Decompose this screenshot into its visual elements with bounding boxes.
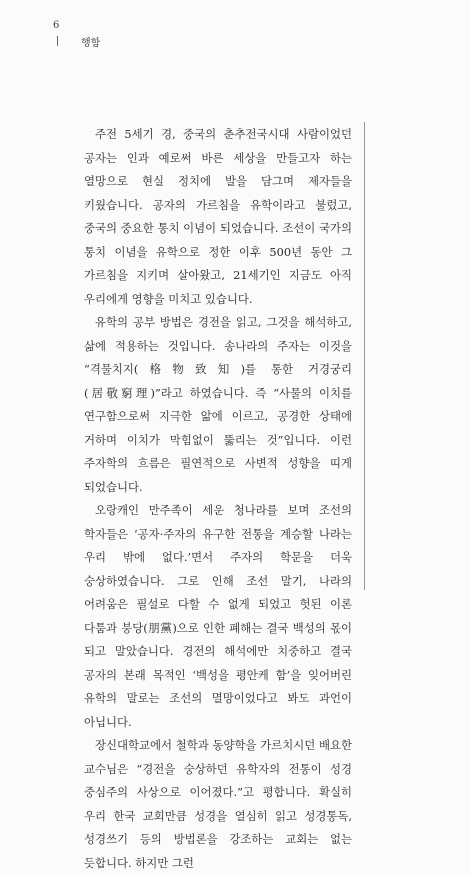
body-text <box>84 123 352 875</box>
paragraph: 장신대학교에서 철학과 동양학을 가르치시던 배요한 교수님은 “경전을 숭상하던 유학자의 전통이 성경 중심주의 사상으로 이어졌다.”고 평합니다. 확실히 우리 한국 교회만큼 성경을 열심히 읽고 성경통독, 성경쓰기 등의 방법론을 강조하는 교회는 없는 듯합니다. 하지만 그런 <box>84 738 352 870</box>
paragraph: 주전 5세기 경, 중국의 춘추전국시대 사람이었던 공자는 인과 예로써 바른 세상을 만들고자 하는 열망으로 현실 정치에 발을 담그며 제자들을 키웠습니다. 공자의 가르침을 유학이라고 불렀고, 중국의 중요한 통치 이념이 되었습니다. 조선이 국가의 통치 이념을 유학으로 정한 이후 500년 동안 그 가르침을 지키며 살아왔고, 21세기인 지금도 아직 우리에게 영향을 미치고 있습니다. <box>84 127 352 306</box>
paragraph: 유학의 공부 방법은 경전을 읽고, 그것을 해석하고, 삶에 적용하는 것입니다. 송나라의 주자는 이것을 “격물치지(格物致知)를 통한 거경궁리(居敬窮理)”라고 하였습니다. 즉 “사물의 이치를 연구함으로써 지극한 앎에 이르고, 공경한 상태에 거하며 이치가 막힘없이 뚫리는 것”입니다. 이런 주자학의 흐름은 필연적으로 사변적 성향을 띠게 되었습니다. <box>84 315 352 494</box>
page-number: 6 <box>53 20 60 31</box>
paragraph: 오랑캐인 만주족이 세운 청나라를 보며 조선의 학자들은 ‘공자·주자의 유구한 전통을 계승할 나라는 우리 밖에 없다.’면서 주자의 학문을 더욱 숭상하였습니다. 그로 인해 조선 말기, 나라의 어려움은 필설로 다할 수 없게 되었고 헛된 이론 다툼과 붕당(朋黨)으로 인한 폐해는 결국 백성의 몫이 되고 말았습니다. 경전의 해석에만 치중하고 결국 공자의 본래 목적인 ‘백성을 평안케 함’을 잊어버린 유학의 말로는 조선의 멸망이었다고 봐도 과언이 아닙니다. <box>84 503 352 729</box>
page-edge-line <box>364 122 365 590</box>
running-head: 행함 <box>81 38 101 49</box>
folio-divider <box>57 36 58 46</box>
